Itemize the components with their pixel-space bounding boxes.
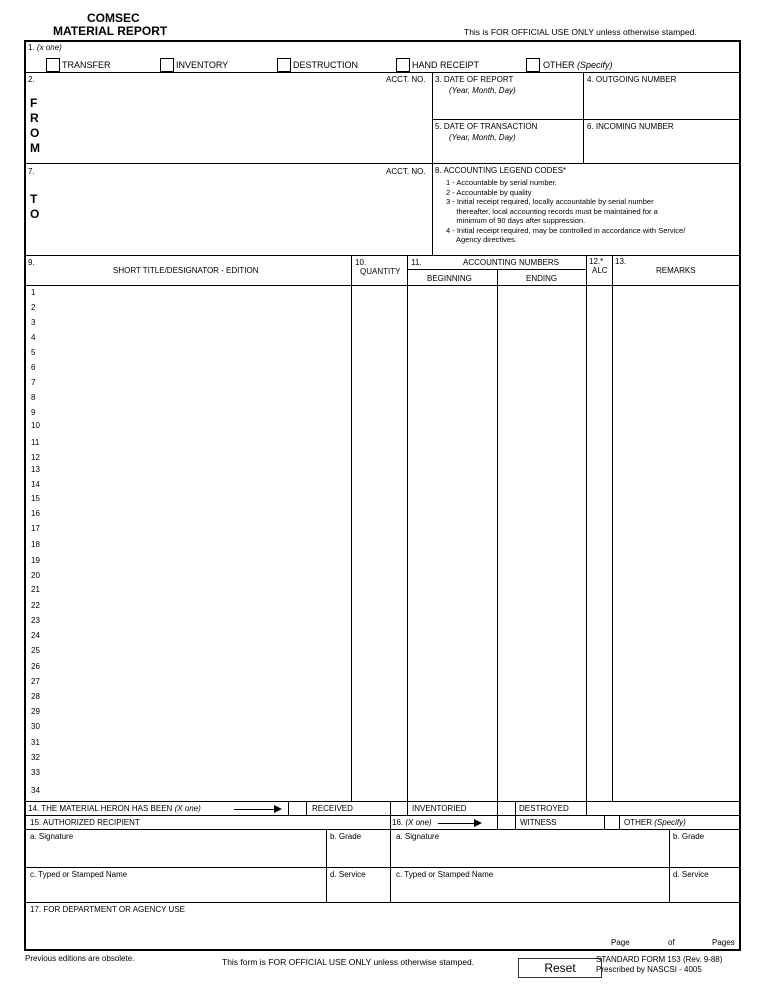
item16-label: 16. (X one) (392, 818, 432, 827)
witness-label: WITNESS (520, 818, 557, 827)
witness-signature-field[interactable] (396, 843, 666, 865)
divider (583, 72, 584, 163)
destruction-checkbox[interactable] (277, 58, 291, 72)
divider (432, 119, 740, 120)
arrow-head-icon (274, 805, 282, 813)
recipient-signature-field[interactable] (30, 843, 322, 865)
divider (326, 829, 327, 902)
item15-label: 15. AUTHORIZED RECIPIENT (30, 818, 140, 827)
short-title-column[interactable] (44, 286, 350, 800)
reset-button[interactable]: Reset (518, 958, 602, 978)
divider (25, 815, 740, 816)
pages-label: Pages (712, 938, 735, 947)
c10-label: QUANTITY (360, 267, 401, 276)
destroyed-label: DESTROYED (519, 804, 569, 813)
row-number: 3 (31, 318, 36, 327)
row-number: 26 (31, 662, 40, 671)
from-num: 2. (28, 75, 35, 84)
other-label: OTHER (Specify) (543, 60, 613, 70)
divider (586, 801, 587, 815)
divider (25, 829, 740, 830)
recipient-name-field[interactable] (30, 881, 322, 900)
inventoried-label: INVENTORIED (412, 804, 467, 813)
row-number: 12 (31, 453, 40, 462)
divider (25, 255, 740, 256)
divider (432, 72, 433, 163)
received-checkbox[interactable] (289, 802, 305, 814)
c12-label: ALC (592, 266, 608, 275)
official-use-top: This is FOR OFFICIAL USE ONLY unless otherwise stamped. (464, 27, 697, 37)
row-number: 34 (31, 786, 40, 795)
divider (407, 801, 408, 815)
alc-column[interactable] (587, 286, 611, 800)
row-number: 5 (31, 348, 36, 357)
divider (515, 815, 516, 829)
item16-other-label: OTHER (Specify) (624, 818, 686, 827)
row-number: 16 (31, 509, 40, 518)
row-number: 28 (31, 692, 40, 701)
divider (515, 801, 516, 815)
c11-ending: ENDING (526, 274, 558, 283)
row-number: 21 (31, 585, 40, 594)
from-letter-f: F (30, 96, 38, 110)
previous-editions-note: Previous editions are obsolete. (25, 954, 135, 963)
item1-label: 1. (x one) (28, 43, 62, 52)
item3-note: (Year, Month, Day) (449, 86, 516, 95)
recipient-service-label: d. Service (330, 870, 366, 879)
c12-num: 12.* (589, 257, 604, 266)
arrow-head-icon (474, 819, 482, 827)
item3-label: 3. DATE OF REPORT (435, 75, 514, 84)
from-acct-label: ACCT. NO. (386, 75, 426, 84)
legend-code-2: 2 - Accountable by quality (446, 187, 532, 197)
arrow-right-icon (234, 809, 276, 810)
from-letter-m: M (30, 141, 40, 155)
row-number: 4 (31, 333, 36, 342)
inventory-checkbox[interactable] (160, 58, 174, 72)
item6-label: 6. INCOMING NUMBER (587, 122, 674, 131)
c10-num: 10. (355, 258, 367, 267)
destroyed-checkbox[interactable] (498, 802, 514, 814)
item8-label: 8. ACCOUNTING LEGEND CODES* (435, 166, 567, 175)
divider (432, 163, 433, 255)
beginning-column[interactable] (408, 286, 496, 800)
row-number: 23 (31, 616, 40, 625)
to-field[interactable] (40, 178, 420, 252)
recipient-grade-label: b. Grade (330, 832, 362, 841)
other-checkbox[interactable] (526, 58, 540, 72)
prescribed-by: Prescribed by NASCSI - 4005 (596, 965, 702, 974)
divider (619, 815, 620, 829)
recipient-signature-label: a. Signature (30, 832, 74, 841)
row-number: 20 (31, 571, 40, 580)
to-letter-o: O (30, 207, 40, 221)
recipient-service-field[interactable] (330, 881, 388, 900)
from-field[interactable] (40, 86, 420, 158)
to-num: 7. (28, 167, 35, 176)
divider (25, 902, 740, 903)
row-number: 30 (31, 722, 40, 731)
row-number: 33 (31, 768, 40, 777)
row-number: 15 (31, 494, 40, 503)
recipient-name-label: c. Typed or Stamped Name (30, 870, 128, 879)
row-number: 19 (31, 556, 40, 565)
legend-code-3-cont2: minimum of 90 days after suppression. (446, 216, 586, 225)
row-number: 27 (31, 677, 40, 686)
row-number: 10 (31, 421, 40, 430)
item4-label: 4. OUTGOING NUMBER (587, 75, 677, 84)
remarks-column[interactable] (613, 286, 739, 800)
witness-signature-label: a. Signature (396, 832, 440, 841)
transfer-checkbox[interactable] (46, 58, 60, 72)
row-number: 2 (31, 303, 36, 312)
row-number: 25 (31, 646, 40, 655)
item14-label: 14. THE MATERIAL HERON HAS BEEN (X one) (28, 804, 201, 813)
row-number: 31 (31, 738, 40, 747)
transfer-label: TRANSFER (62, 60, 111, 70)
from-letter-o: O (30, 126, 40, 140)
witness-grade-label: b. Grade (673, 832, 705, 841)
inventoried-checkbox[interactable] (391, 802, 406, 814)
divider (669, 829, 670, 902)
c11-label: ACCOUNTING NUMBERS (463, 258, 560, 267)
witness-name-field[interactable] (396, 881, 666, 900)
divider (25, 72, 740, 73)
c13-label: REMARKS (656, 266, 696, 275)
row-number: 14 (31, 480, 40, 489)
hand-receipt-checkbox[interactable] (396, 58, 410, 72)
recipient-grade-field[interactable] (330, 843, 388, 865)
inventory-label: INVENTORY (176, 60, 229, 70)
row-number: 8 (31, 393, 36, 402)
row-number: 29 (31, 707, 40, 716)
divider (306, 801, 307, 815)
divider (25, 867, 740, 868)
to-letter-t: T (30, 192, 38, 206)
row-number: 17 (31, 524, 40, 533)
of-label: of (668, 938, 675, 947)
to-acct-label: ACCT. NO. (386, 167, 426, 176)
item16-other-checkbox[interactable] (605, 816, 618, 828)
legend-code-3-cont: thereafter, local accounting records must be maintained for a (446, 206, 658, 216)
c9-label: SHORT TITLE/DESIGNATOR - EDITION (113, 266, 259, 275)
legend-code-4: 4 - Initial receipt required, may be controlled in accordance with Service/ (446, 225, 686, 235)
from-letter-r: R (30, 111, 39, 125)
divider (390, 815, 391, 902)
received-label: RECEIVED (312, 804, 353, 813)
row-number: 18 (31, 540, 40, 549)
destruction-label: DESTRUCTION (293, 60, 358, 70)
arrow-right-icon (438, 823, 476, 824)
witness-grade-field[interactable] (673, 843, 737, 865)
legend-code-3: 3 - Initial receipt required, locally accountable by serial number (446, 197, 654, 206)
row-number: 24 (31, 631, 40, 640)
divider (25, 163, 740, 164)
quantity-column[interactable] (352, 286, 406, 800)
agency-use-field[interactable] (30, 917, 600, 947)
c11-beginning: BEGINNING (427, 274, 472, 283)
row-number: 7 (31, 378, 36, 387)
c11-num: 11. (411, 258, 422, 267)
witness-name-label: c. Typed or Stamped Name (396, 870, 494, 879)
official-use-bottom: This form is FOR OFFICIAL USE ONLY unless otherwise stamped. (222, 957, 475, 967)
row-number: 11 (31, 438, 40, 447)
hand-receipt-label: HAND RECEIPT (412, 60, 480, 70)
title-line-2: MATERIAL REPORT (53, 24, 168, 38)
row-number: 9 (31, 408, 36, 417)
witness-service-label: d. Service (673, 870, 709, 879)
row-number: 32 (31, 753, 40, 762)
row-number: 1 (31, 288, 36, 297)
row-number: 6 (31, 363, 36, 372)
divider (25, 801, 740, 802)
form-number: STANDARD FORM 153 (Rev. 9-88) (596, 955, 723, 964)
row-number: 22 (31, 601, 40, 610)
item5-label: 5. DATE OF TRANSACTION (435, 122, 538, 131)
item5-note: (Year, Month, Day) (449, 133, 516, 142)
witness-service-field[interactable] (673, 881, 737, 900)
ending-column[interactable] (498, 286, 585, 800)
row-number: 13 (31, 465, 40, 474)
legend-code-1: 1 - Accountable by serial number. (446, 178, 557, 187)
witness-checkbox[interactable] (498, 816, 514, 828)
item17-label: 17. FOR DEPARTMENT OR AGENCY USE (30, 905, 185, 914)
page-label: Page (611, 938, 630, 947)
title-line-1: COMSEC (87, 11, 140, 25)
legend-code-4-cont: Agency directives. (446, 235, 517, 244)
c9-num: 9. (28, 258, 35, 267)
c13-num: 13. (615, 257, 627, 266)
